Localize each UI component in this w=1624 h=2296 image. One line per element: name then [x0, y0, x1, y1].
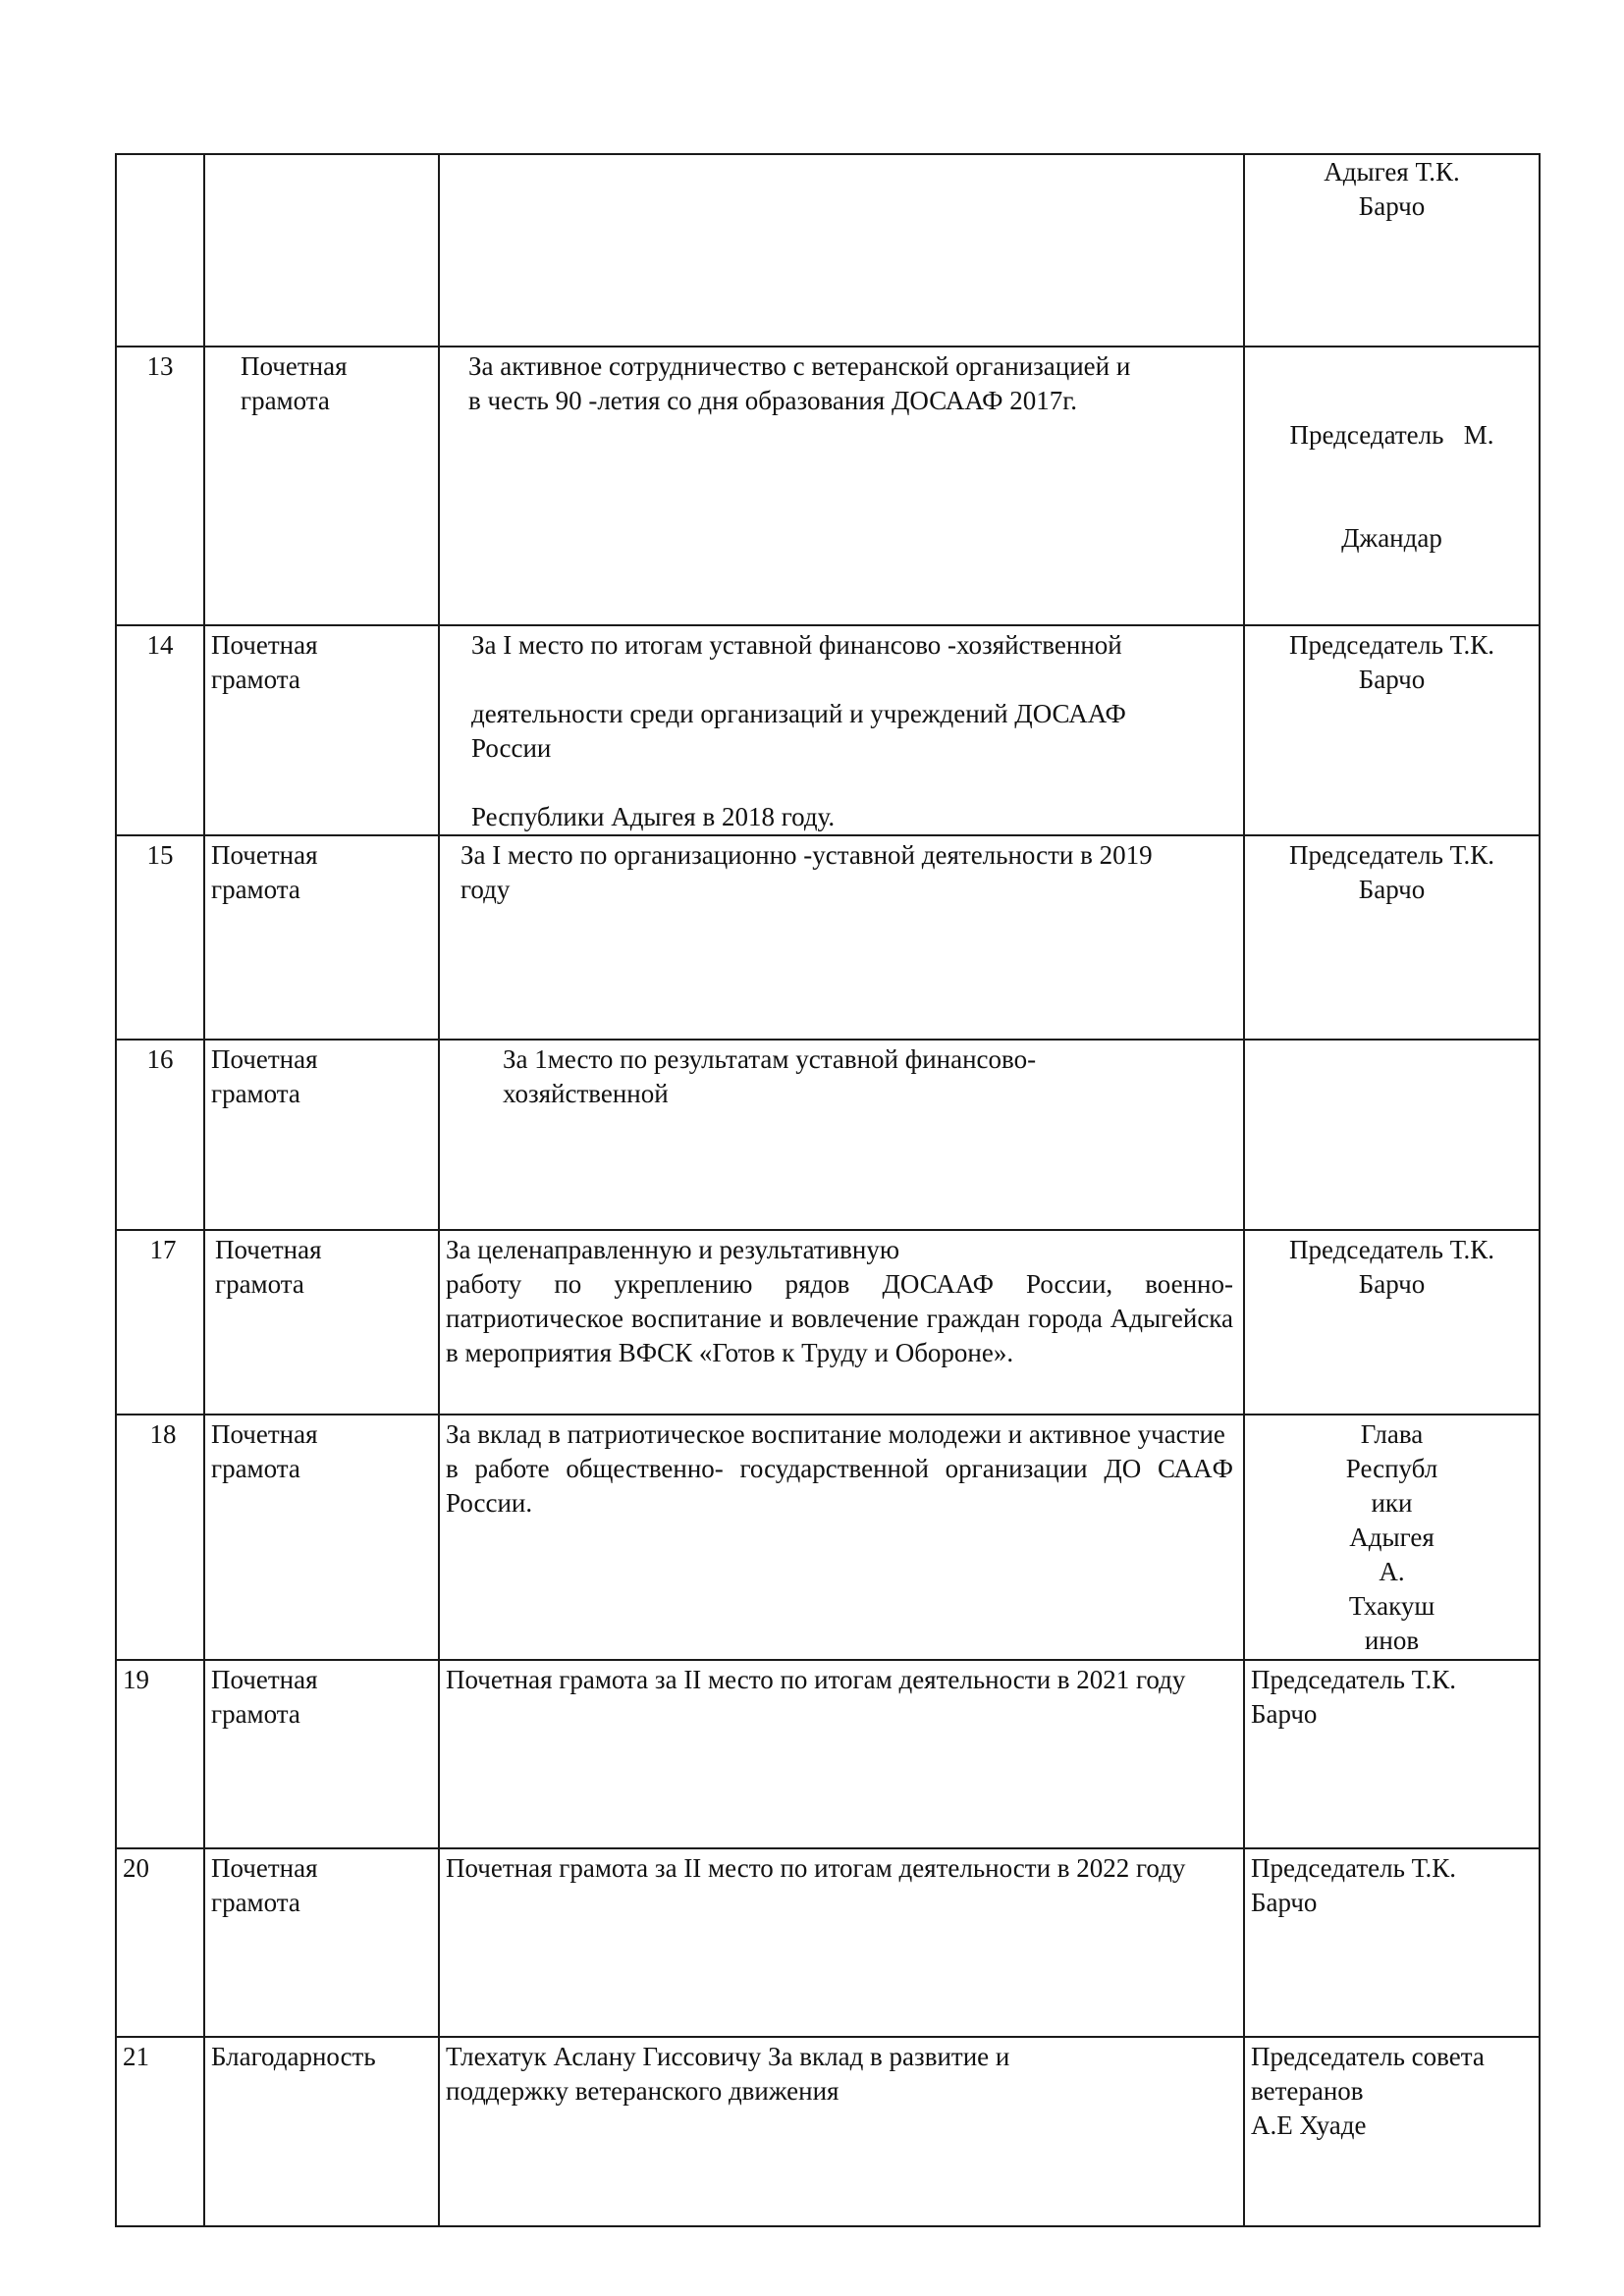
award-type: Почетная грамота: [204, 1848, 439, 2037]
table-row: [116, 835, 1540, 1040]
award-type: Почетная грамота: [204, 1660, 439, 1848]
table-row: [116, 1848, 1540, 2037]
award-issuer: Председатель Т.К. Барчо: [1244, 625, 1540, 835]
table-row: [116, 347, 1540, 625]
row-number: 16: [116, 1040, 204, 1230]
table-row: [116, 2037, 1540, 2226]
award-reason: [439, 154, 1244, 347]
row-number: 17: [116, 1230, 204, 1415]
row-number: [116, 154, 204, 347]
table-row: [116, 1415, 1540, 1660]
award-type: Почетная грамота: [204, 347, 439, 625]
award-issuer: Председатель Т.К. Барчо: [1244, 1848, 1540, 2037]
row-number: 14: [116, 625, 204, 835]
row-number: 19: [116, 1660, 204, 1848]
award-reason: Почетная грамота за II место по итогам деятельности в 2022 году: [439, 1848, 1244, 2037]
award-issuer: Председатель М. Джандар: [1244, 347, 1540, 625]
award-reason: Тлехатук Аслану Гиссовичу За вклад в развитие и поддержку ветеранского движения: [439, 2037, 1244, 2226]
table-row: [116, 1040, 1540, 1230]
award-reason: За целенаправленную и результативную работу по укреплению рядов ДОСААФ России, военно-патриотическое воспитание и вовлечение граждан города Адыгейска в мероприятия ВФСК «Готов к Труду и Обороне».: [439, 1230, 1244, 1415]
award-issuer: Председатель Т.К. Барчо: [1244, 835, 1540, 1040]
row-number: 18: [116, 1415, 204, 1660]
table-row: [116, 1230, 1540, 1415]
issuer-line: Барчо: [1358, 191, 1426, 221]
row-number: 20: [116, 1848, 204, 2037]
award-type: Почетная грамота: [204, 835, 439, 1040]
award-type: Благодарность: [204, 2037, 439, 2226]
table-row: [116, 625, 1540, 835]
table-row: [116, 154, 1540, 347]
award-issuer: Председатель Т.К. Барчо: [1244, 1660, 1540, 1848]
row-number: 21: [116, 2037, 204, 2226]
award-reason: За активное сотрудничество с ветеранской организацией и в честь 90 -летия со дня образования ДОСААФ 2017г.: [439, 347, 1244, 625]
awards-table: [115, 153, 1541, 2227]
award-issuer: Глава Республ ики Адыгея А. Тхакуш инов: [1244, 1415, 1540, 1660]
award-reason: Почетная грамота за II место по итогам деятельности в 2021 году: [439, 1660, 1244, 1848]
table-row: [116, 1660, 1540, 1848]
award-reason: За вклад в патриотическое воспитание молодежи и активное участие в работе общественно- государственной организации ДО САAФ России.: [439, 1415, 1244, 1660]
award-issuer: Председатель совета ветеранов А.Е Хуаде: [1244, 2037, 1540, 2226]
award-reason: За I место по итогам уставной финансово -хозяйственной деятельности среди организаций и учреждений ДОСААФ России Республики Адыгея в 2018 году.: [439, 625, 1244, 835]
award-issuer: [1244, 1040, 1540, 1230]
award-issuer: [1244, 154, 1540, 347]
award-issuer: Председатель Т.К. Барчо: [1244, 1230, 1540, 1415]
award-reason: За 1место по результатам уставной финансово- хозяйственной: [439, 1040, 1244, 1230]
award-type: Почетная грамота: [204, 1415, 439, 1660]
award-type: Почетная грамота: [204, 1040, 439, 1230]
award-type: [204, 154, 439, 347]
row-number: 13: [116, 347, 204, 625]
issuer-line: Адыгея Т.К.: [1324, 157, 1460, 187]
award-reason: За I место по организационно -уставной деятельности в 2019 году: [439, 835, 1244, 1040]
row-number: 15: [116, 835, 204, 1040]
award-type: Почетная грамота: [204, 1230, 439, 1415]
award-type: Почетная грамота: [204, 625, 439, 835]
